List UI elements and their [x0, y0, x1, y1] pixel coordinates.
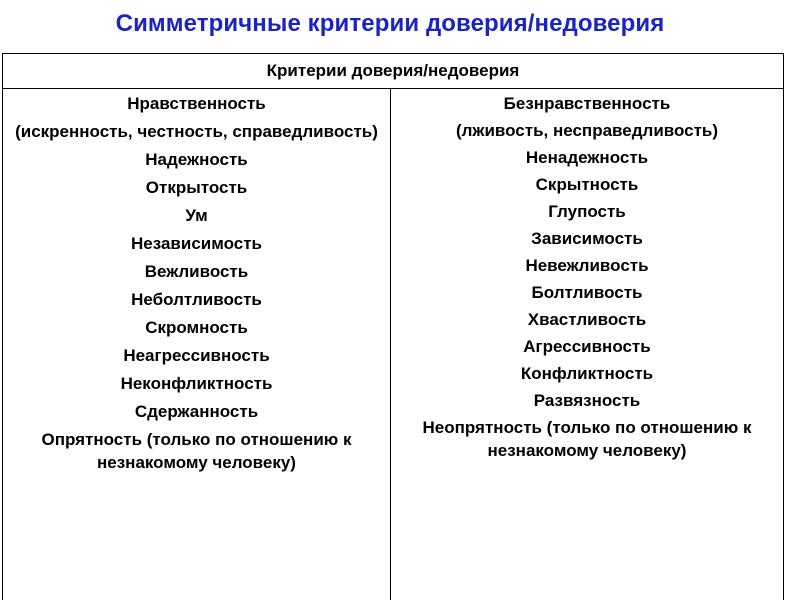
trust-criterion: Неконфликтность: [120, 374, 273, 393]
distrust-criterion: Скрытность: [535, 175, 639, 194]
distrust-criterion: Болтливость: [531, 283, 643, 302]
table-body: [3, 89, 783, 600]
trust-criterion: Опрятность (только по отношению к незнакомому человеку): [41, 430, 352, 472]
distrust-criterion: Агрессивность: [523, 337, 651, 356]
distrust-criterion: Ненадежность: [525, 148, 649, 167]
table-header: Критерии доверия/недоверия: [3, 54, 783, 89]
distrust-criterion: Зависимость: [531, 229, 643, 248]
trust-criterion: Неагрессивность: [123, 346, 270, 365]
distrust-criterion: Глупость: [548, 202, 626, 221]
distrust-criterion: Невежливость: [525, 256, 649, 275]
trust-criterion: Надежность: [145, 150, 248, 169]
trust-criterion: Вежливость: [144, 262, 249, 281]
trust-criterion: Открытость: [145, 178, 248, 197]
distrust-criterion: Развязность: [533, 391, 641, 410]
distrust-criterion: Безнравственность: [503, 94, 671, 113]
trust-criterion: Неболтливость: [131, 290, 262, 309]
criteria-table: [2, 53, 784, 600]
trust-criterion: Ум: [185, 206, 208, 225]
distrust-criteria-column: [391, 89, 783, 600]
trust-criterion: Сдержанность: [134, 402, 259, 421]
distrust-criterion-detail: (лживость, несправедливость): [455, 121, 719, 140]
distrust-criterion: Хвастливость: [527, 310, 647, 329]
trust-criterion: Скромность: [145, 318, 248, 337]
trust-criterion: Независимость: [131, 234, 262, 253]
trust-criterion: Нравственность: [127, 94, 266, 113]
trust-criteria-column: [3, 89, 391, 600]
trust-criterion-detail: (искренность, честность, справедливость): [15, 122, 378, 141]
distrust-criterion: Неопрятность (только по отношению к незнакомому человеку): [422, 418, 752, 460]
slide-title: Симметричные критерии доверия/недоверия: [115, 10, 665, 37]
distrust-criterion: Конфликтность: [520, 364, 654, 383]
